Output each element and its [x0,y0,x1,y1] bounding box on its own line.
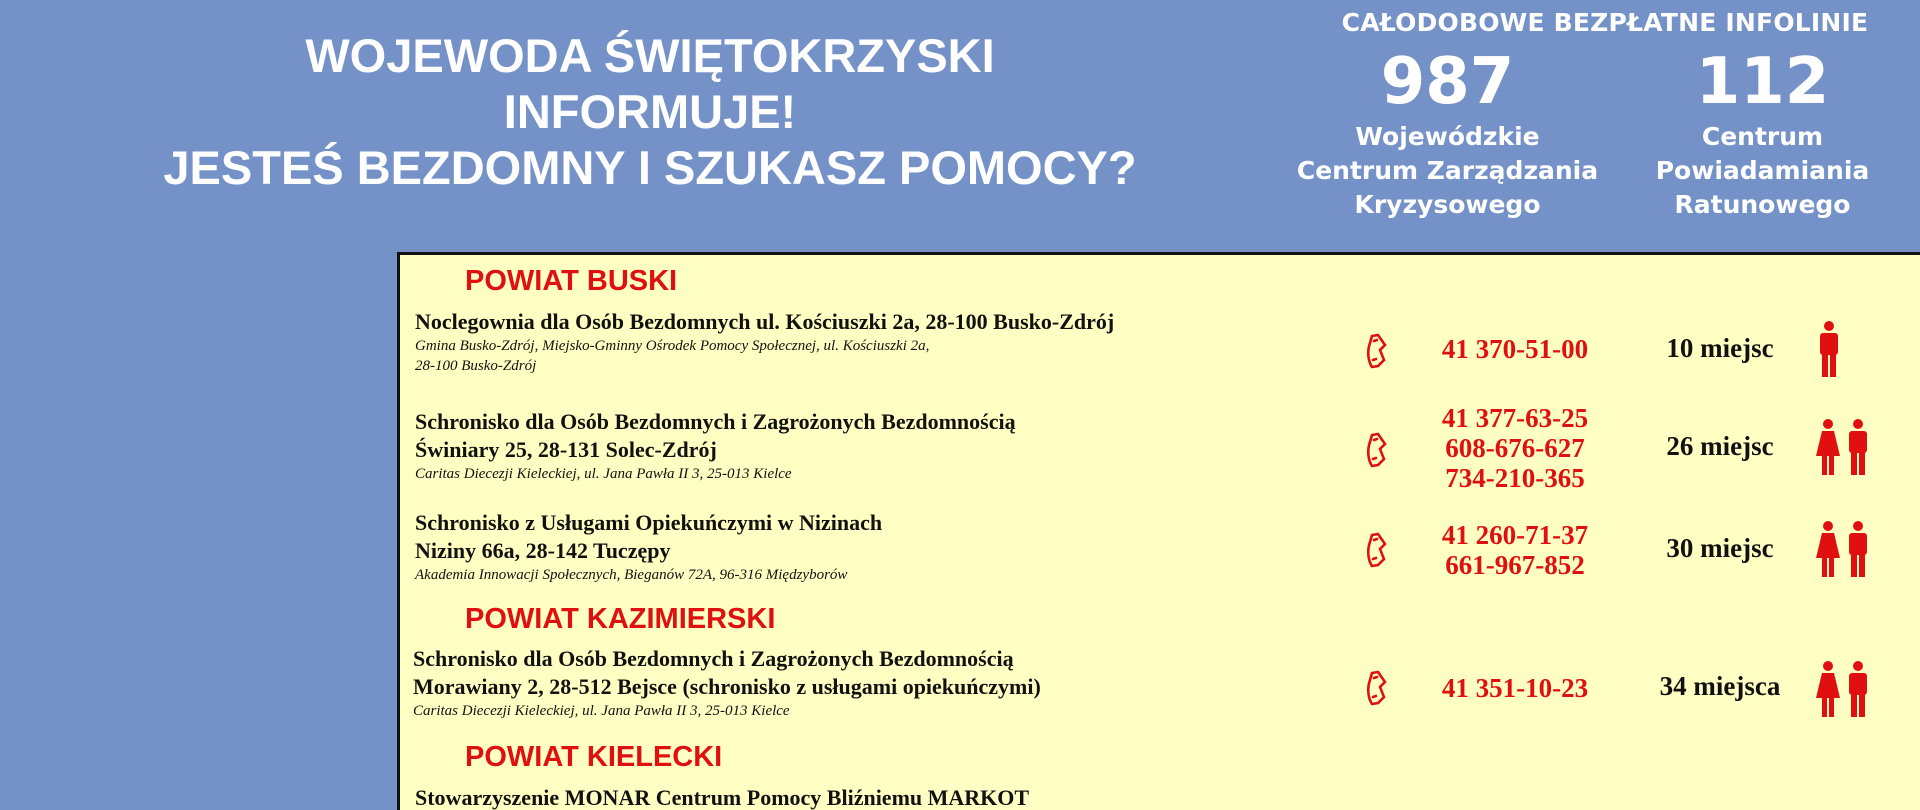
entry-solec-name-1: Schronisko dla Osób Bezdomnych i Zagrożonych Bezdomnością [415,409,1016,434]
female-male-icon [1816,418,1870,476]
entry-busko [415,308,1315,376]
phone-icon [1365,333,1389,369]
female-male-icon [1816,660,1870,718]
male-icon [1817,320,1841,378]
section-title-kielecki: POWIAT KIELECKI [465,741,723,773]
infolines-title: CAŁODOBOWE BEZPŁATNE INFOLINIE [1341,8,1869,37]
entry-solec-phone-1: 41 377-63-25 [1441,403,1589,433]
entry-solec-operator: Caritas Diecezji Kieleckiej, ul. Jana Pawła II 3, 25-013 Kielce [415,466,792,482]
entry-solec-phone-2: 608-676-627 [1445,433,1585,463]
entry-busko-places: 10 miejsc [1666,333,1774,363]
entry-solec-phone-3: 734-210-365 [1445,463,1585,493]
section-title-kazimierski: POWIAT KAZIMIERSKI [465,603,776,635]
headline-line-3: JESTEŚ BEZDOMNY I SZUKASZ POMOCY? [163,141,1137,194]
entry-markot [415,784,1315,810]
infoline-112-number: 112 [1695,45,1830,119]
entry-busko-phone-1: 41 370-51-00 [1441,334,1589,364]
infoline-112-desc-3: Ratunowego [1674,190,1851,219]
entry-morawiany [413,645,1313,721]
infoline-112-desc-1: Centrum [1701,122,1824,151]
entry-busko-operator-1: Gmina Busko-Zdrój, Miejsko-Gminny Ośrodek Pomocy Społecznej, ul. Kościuszki 2a, [415,338,930,354]
phone-icon [1365,670,1389,706]
entry-niziny-phone-1: 41 260-71-37 [1441,520,1589,550]
entry-morawiany-phones [1410,673,1620,703]
entry-niziny-phone-2: 661-967-852 [1445,550,1585,580]
entry-niziny-operator: Akademia Innowacji Społecznych, Bieganów 72A, 96-316 Międzyborów [415,567,848,583]
entry-morawiany-name-2: Morawiany 2, 28-512 Bejsce (schronisko z usługami opiekuńczymi) [413,674,1041,699]
section-title-buski: POWIAT BUSKI [465,265,678,297]
infoline-987-desc-1: Wojewódzkie [1355,122,1540,151]
phone-icon [1365,432,1389,468]
entry-morawiany-places: 34 miejsca [1659,671,1781,701]
headline [0,28,1300,196]
headline-line-2: INFORMUJE! [503,85,797,138]
entry-solec [415,408,1315,484]
entry-markot-name: Stowarzyszenie MONAR Centrum Pomocy Bliźniemu MARKOT [415,785,1030,810]
infoline-987-desc-3: Kryzysowego [1354,190,1541,219]
entry-morawiany-name-1: Schronisko dla Osób Bezdomnych i Zagrożonych Bezdomnością [413,646,1014,671]
infolines-numbers [1290,44,1920,222]
phone-icon [1365,532,1389,568]
infoline-987 [1290,44,1605,222]
infoline-987-desc-2: Centrum Zarządzania [1296,156,1599,185]
infoline-112-desc-2: Powiadamiania [1655,156,1870,185]
entry-busko-operator-2: 28-100 Busko-Zdrój [415,358,537,374]
entry-niziny-name-2: Niziny 66a, 28-142 Tuczępy [415,538,671,563]
entry-morawiany-phone-1: 41 351-10-23 [1441,673,1589,703]
infoline-987-number: 987 [1380,45,1515,119]
entry-niziny [415,509,1315,585]
infolines [1290,6,1920,222]
entry-niziny-name-1: Schronisko z Usługami Opiekuńczymi w Nizinach [415,510,883,535]
entry-solec-phones [1410,403,1620,493]
entry-solec-places: 26 miejsc [1666,431,1774,461]
entry-morawiany-operator: Caritas Diecezji Kieleckiej, ul. Jana Pawła II 3, 25-013 Kielce [413,703,790,719]
entry-solec-name-2: Świniary 25, 28-131 Solec-Zdrój [415,437,717,462]
entry-niziny-places: 30 miejsc [1666,533,1774,563]
female-male-icon [1816,520,1870,578]
entry-niziny-phones [1410,520,1620,580]
entry-busko-name: Noclegownia dla Osób Bezdomnych ul. Kościuszki 2a, 28-100 Busko-Zdrój [415,309,1115,334]
infoline-112 [1605,44,1920,222]
headline-line-1: WOJEWODA ŚWIĘTOKRZYSKI [305,29,995,82]
entry-busko-phones [1410,334,1620,364]
